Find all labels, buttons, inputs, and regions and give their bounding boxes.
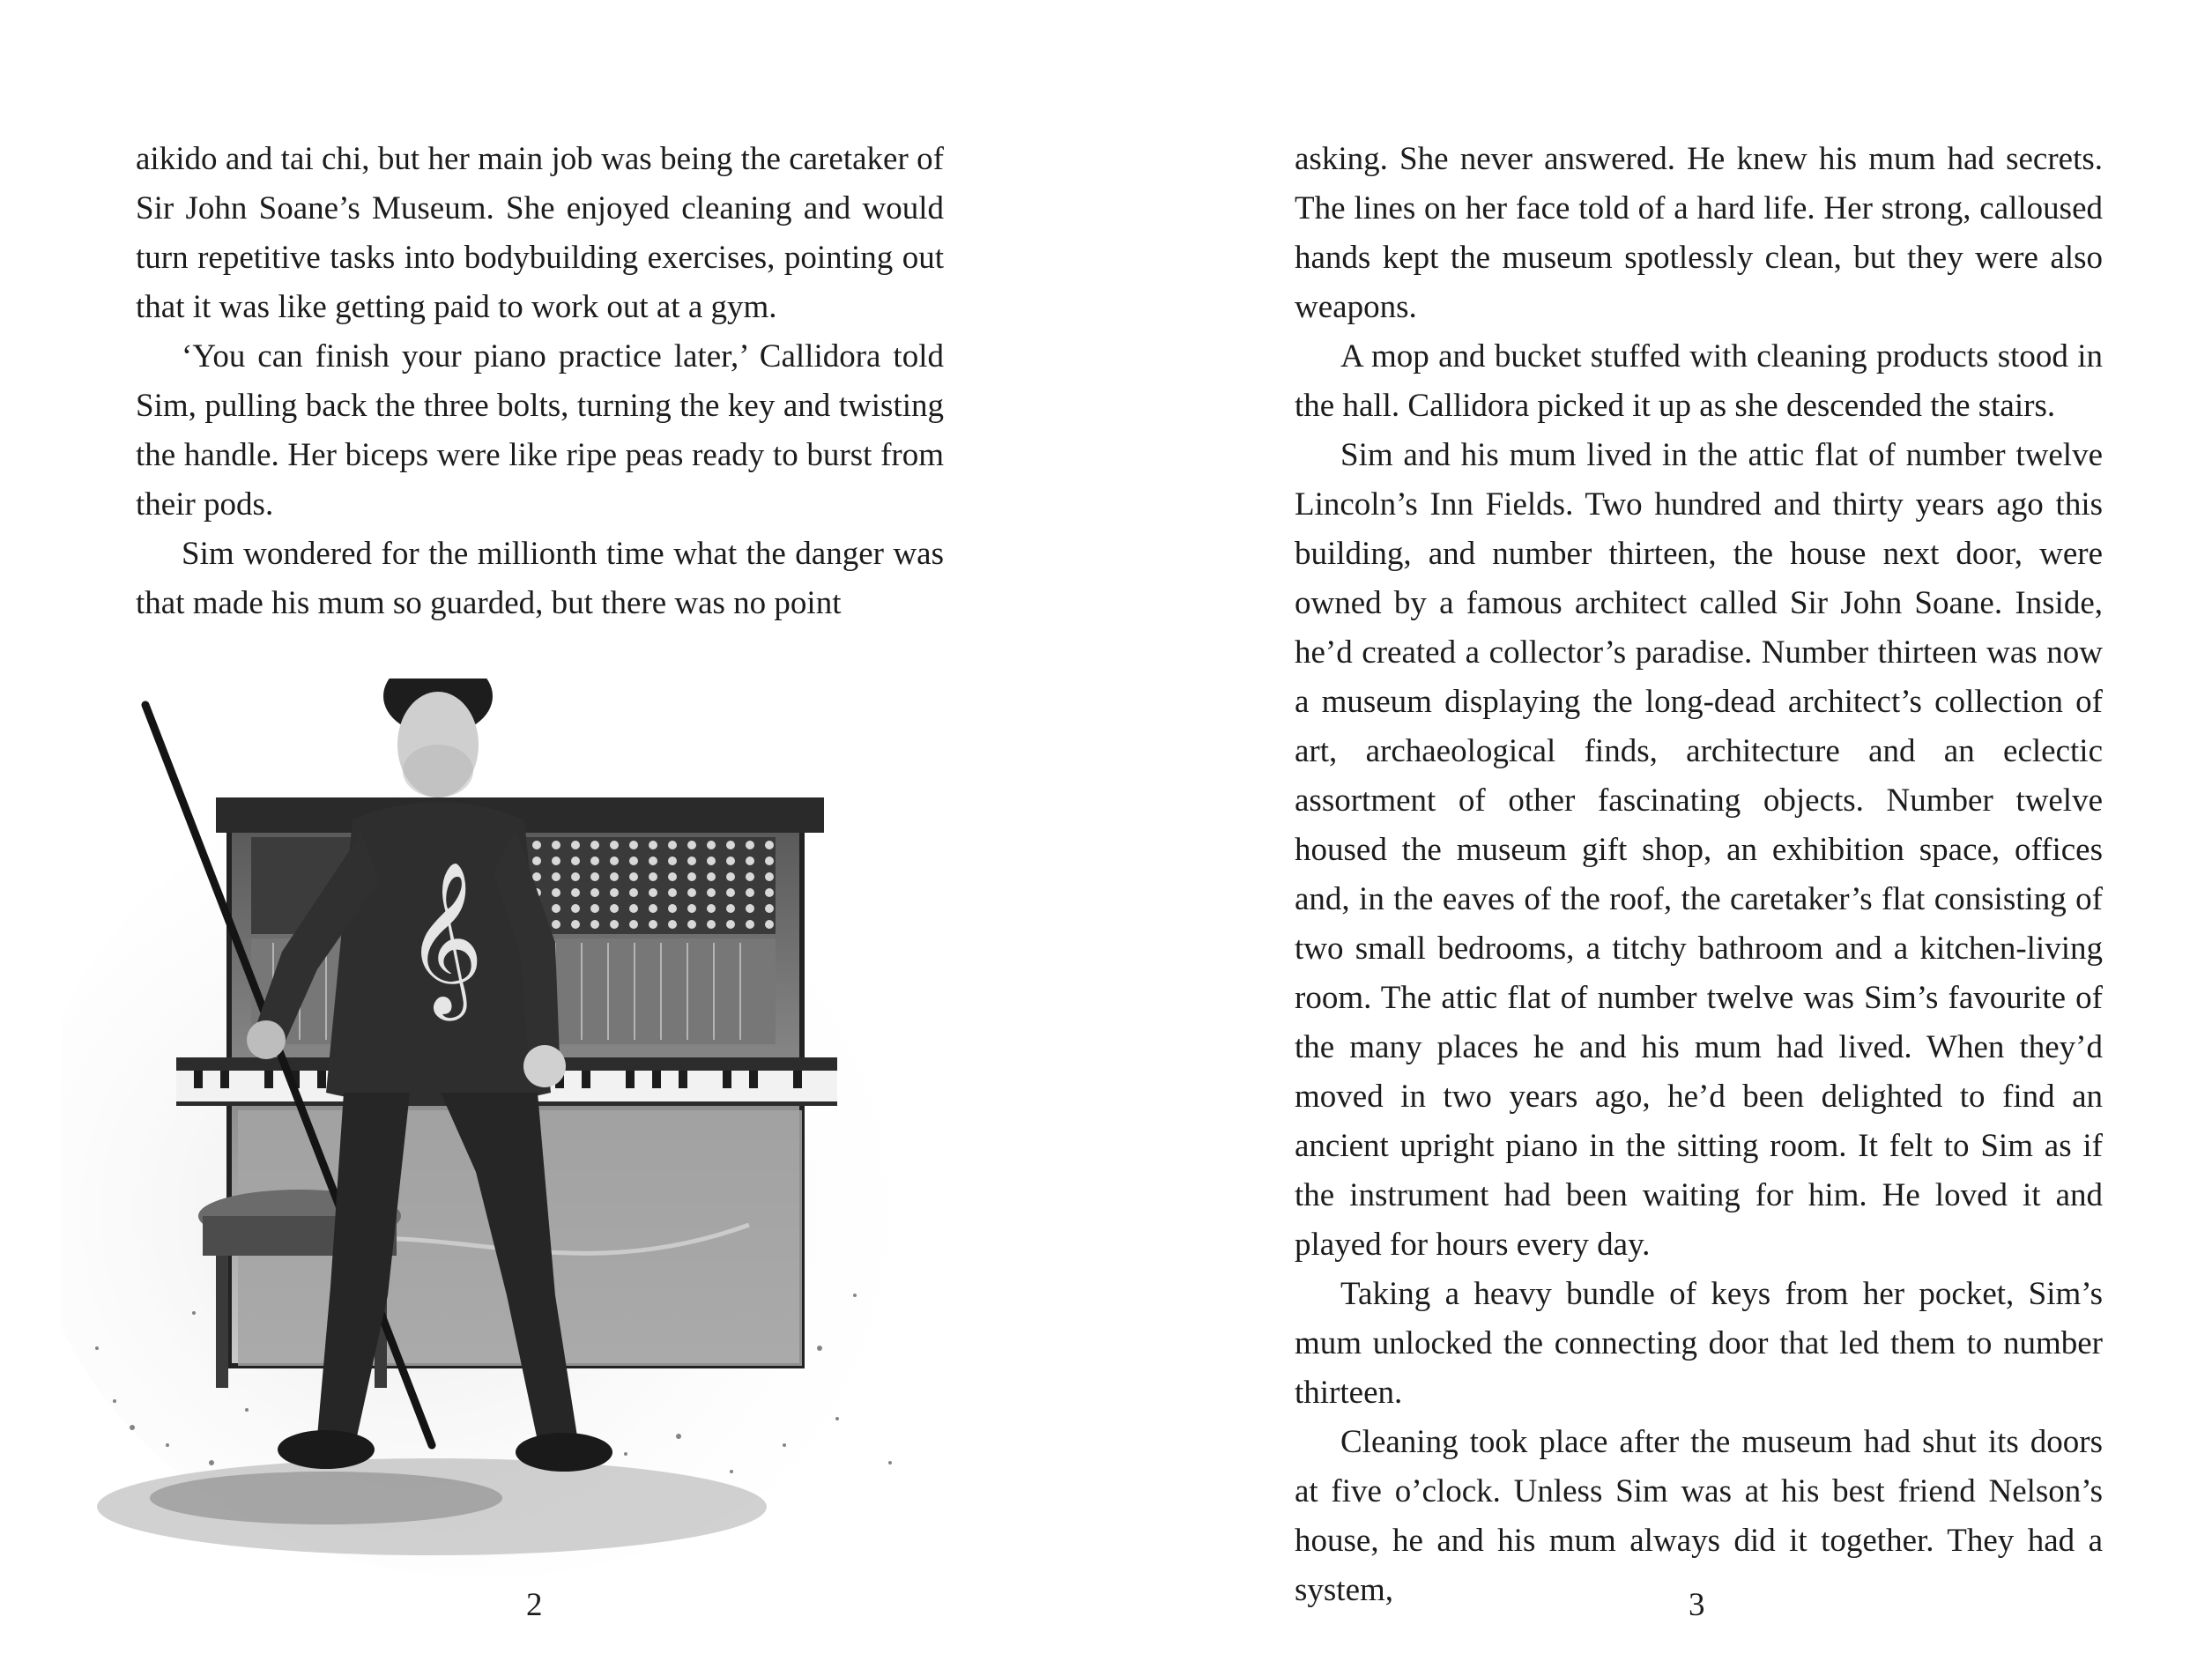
page-number: 2 [526, 1587, 543, 1623]
paragraph: ‘You can finish your piano practice later,’ Callidora told Sim, pulling back the three bolts, turning the key and twisting the handle. Her biceps were like ripe peas ready to burst from their pods. [136, 338, 944, 523]
treble-clef-icon: 𝄞 [405, 861, 484, 1014]
right-page-text [1295, 135, 2103, 1615]
paragraph: aikido and tai chi, but her main job was being the caretaker of Sir John Soane’s Museum. She enjoyed cleaning and would turn repetitive tasks into bodybuilding exercises, pointing out that it was like getting paid to work out at a gym. [136, 141, 944, 325]
page-number: 3 [1689, 1587, 1705, 1623]
paragraph: Sim and his mum lived in the attic flat of number twelve Lincoln’s Inn Fields. Two hundred and thirty years ago this building, and number thirteen, the house next door, were owned by a famous architect called Sir John Soane. Inside, he’d created a collector’s paradise. Number thirteen was now a museum displaying the long-dead architect’s collection of art, archaeological finds, architecture and an eclectic assortment of other fascinating objects. Number twelve housed the museum gift shop, an exhibition space, offices and, in the eaves of the roof, the caretaker’s flat consisting of two small bedrooms, a titchy bathroom and a kitchen-living room. The attic flat of number twelve was Sim’s favourite of the many places he and his mum had lived. When they’d moved in two years ago, he’d been delighted to find an ancient upright piano in the sitting room. It felt to Sim as if the instrument had been waiting for him. He loved it and played for hours every day. [1295, 437, 2103, 1263]
right-page [1106, 0, 2212, 1676]
paragraph: Taking a heavy bundle of keys from her pocket, Sim’s mum unlocked the connecting door that led them to number thirteen. [1295, 1276, 2103, 1411]
paragraph: A mop and bucket stuffed with cleaning products stood in the hall. Callidora picked it up as she descended the stairs. [1295, 338, 2103, 424]
paragraph: Sim wondered for the millionth time what the danger was that made his mum so guarded, but there was no point [136, 536, 944, 621]
illustration-boy-piano [62, 679, 1040, 1577]
left-page-text [136, 135, 944, 628]
paragraph: Cleaning took place after the museum had shut its doors at five o’clock. Unless Sim was at his best friend Nelson’s house, he and his mum always did it together. They had a system, [1295, 1424, 2103, 1608]
paragraph: asking. She never answered. He knew his mum had secrets. The lines on her face told of a hard life. Her strong, calloused hands kept the museum spotlessly clean, but they were also weapons. [1295, 141, 2103, 325]
